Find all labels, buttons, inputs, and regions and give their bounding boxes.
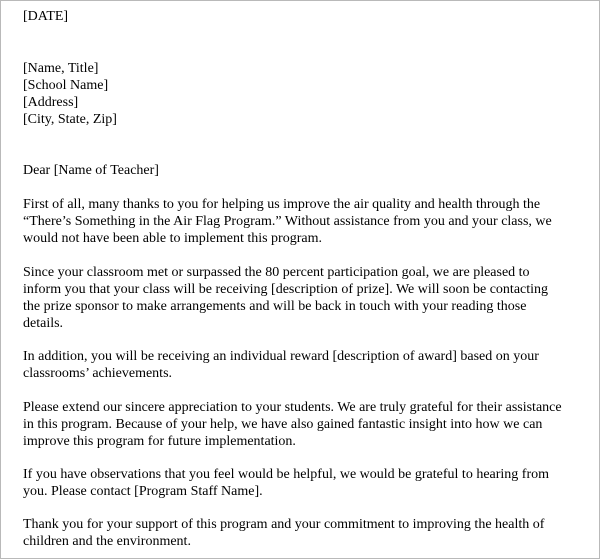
paragraph-thanks [23,196,595,247]
letter-date [23,8,595,25]
salutation [23,162,595,179]
paragraph-line: If you have observations that you feel would be helpful, we would be grateful to hearing from [23,467,550,482]
paragraph-line: improve this program for future implementation. [23,434,296,449]
paragraph-line: Since your classroom met or surpassed the 80 percent participation goal, we are pleased to [23,265,530,280]
recipient-city-state-zip: [City, State, Zip] [23,112,117,127]
paragraph-line: the prize sponsor to make arrangements and will be back in touch with your reading those [23,299,527,314]
paragraph-line: “There’s Something in the Air Flag Program.” Without assistance from you and your class, we [23,214,552,229]
paragraph-line: would not have been able to implement this program. [23,231,322,246]
paragraph-line: in this program. Because of your help, we have also gained fantastic insight into how we can [23,417,543,432]
recipient-address: [Address] [23,95,79,110]
paragraph-line: details. [23,316,64,331]
recipient-school: [School Name] [23,78,109,93]
recipient-name-title: [Name, Title] [23,61,99,76]
paragraph-appreciation [23,399,595,450]
paragraph-line: Thank you for your support of this program and your commitment to improving the health of [23,517,545,532]
paragraph-closing-thanks [23,516,595,550]
paragraph-line: inform you that your class will be receiving [description of prize]. We will soon be contacting [23,282,549,297]
recipient-address-block [23,60,595,128]
paragraph-prize [23,264,595,332]
date-line: [DATE] [23,9,69,24]
paragraph-line: In addition, you will be receiving an individual reward [description of award] based on your [23,349,539,364]
paragraph-line: you. Please contact [Program Staff Name]. [23,484,263,499]
paragraph-line: First of all, many thanks to you for helping us improve the air quality and health through the [23,197,541,212]
paragraph-line: classrooms’ achievements. [23,366,173,381]
salutation-line: Dear [Name of Teacher] [23,163,159,178]
paragraph-line: children and the environment. [23,534,191,549]
paragraph-individual-reward [23,348,595,382]
paragraph-line: Please extend our sincere appreciation to your students. We are truly grateful for their assistance [23,400,562,415]
paragraph-contact [23,466,595,500]
